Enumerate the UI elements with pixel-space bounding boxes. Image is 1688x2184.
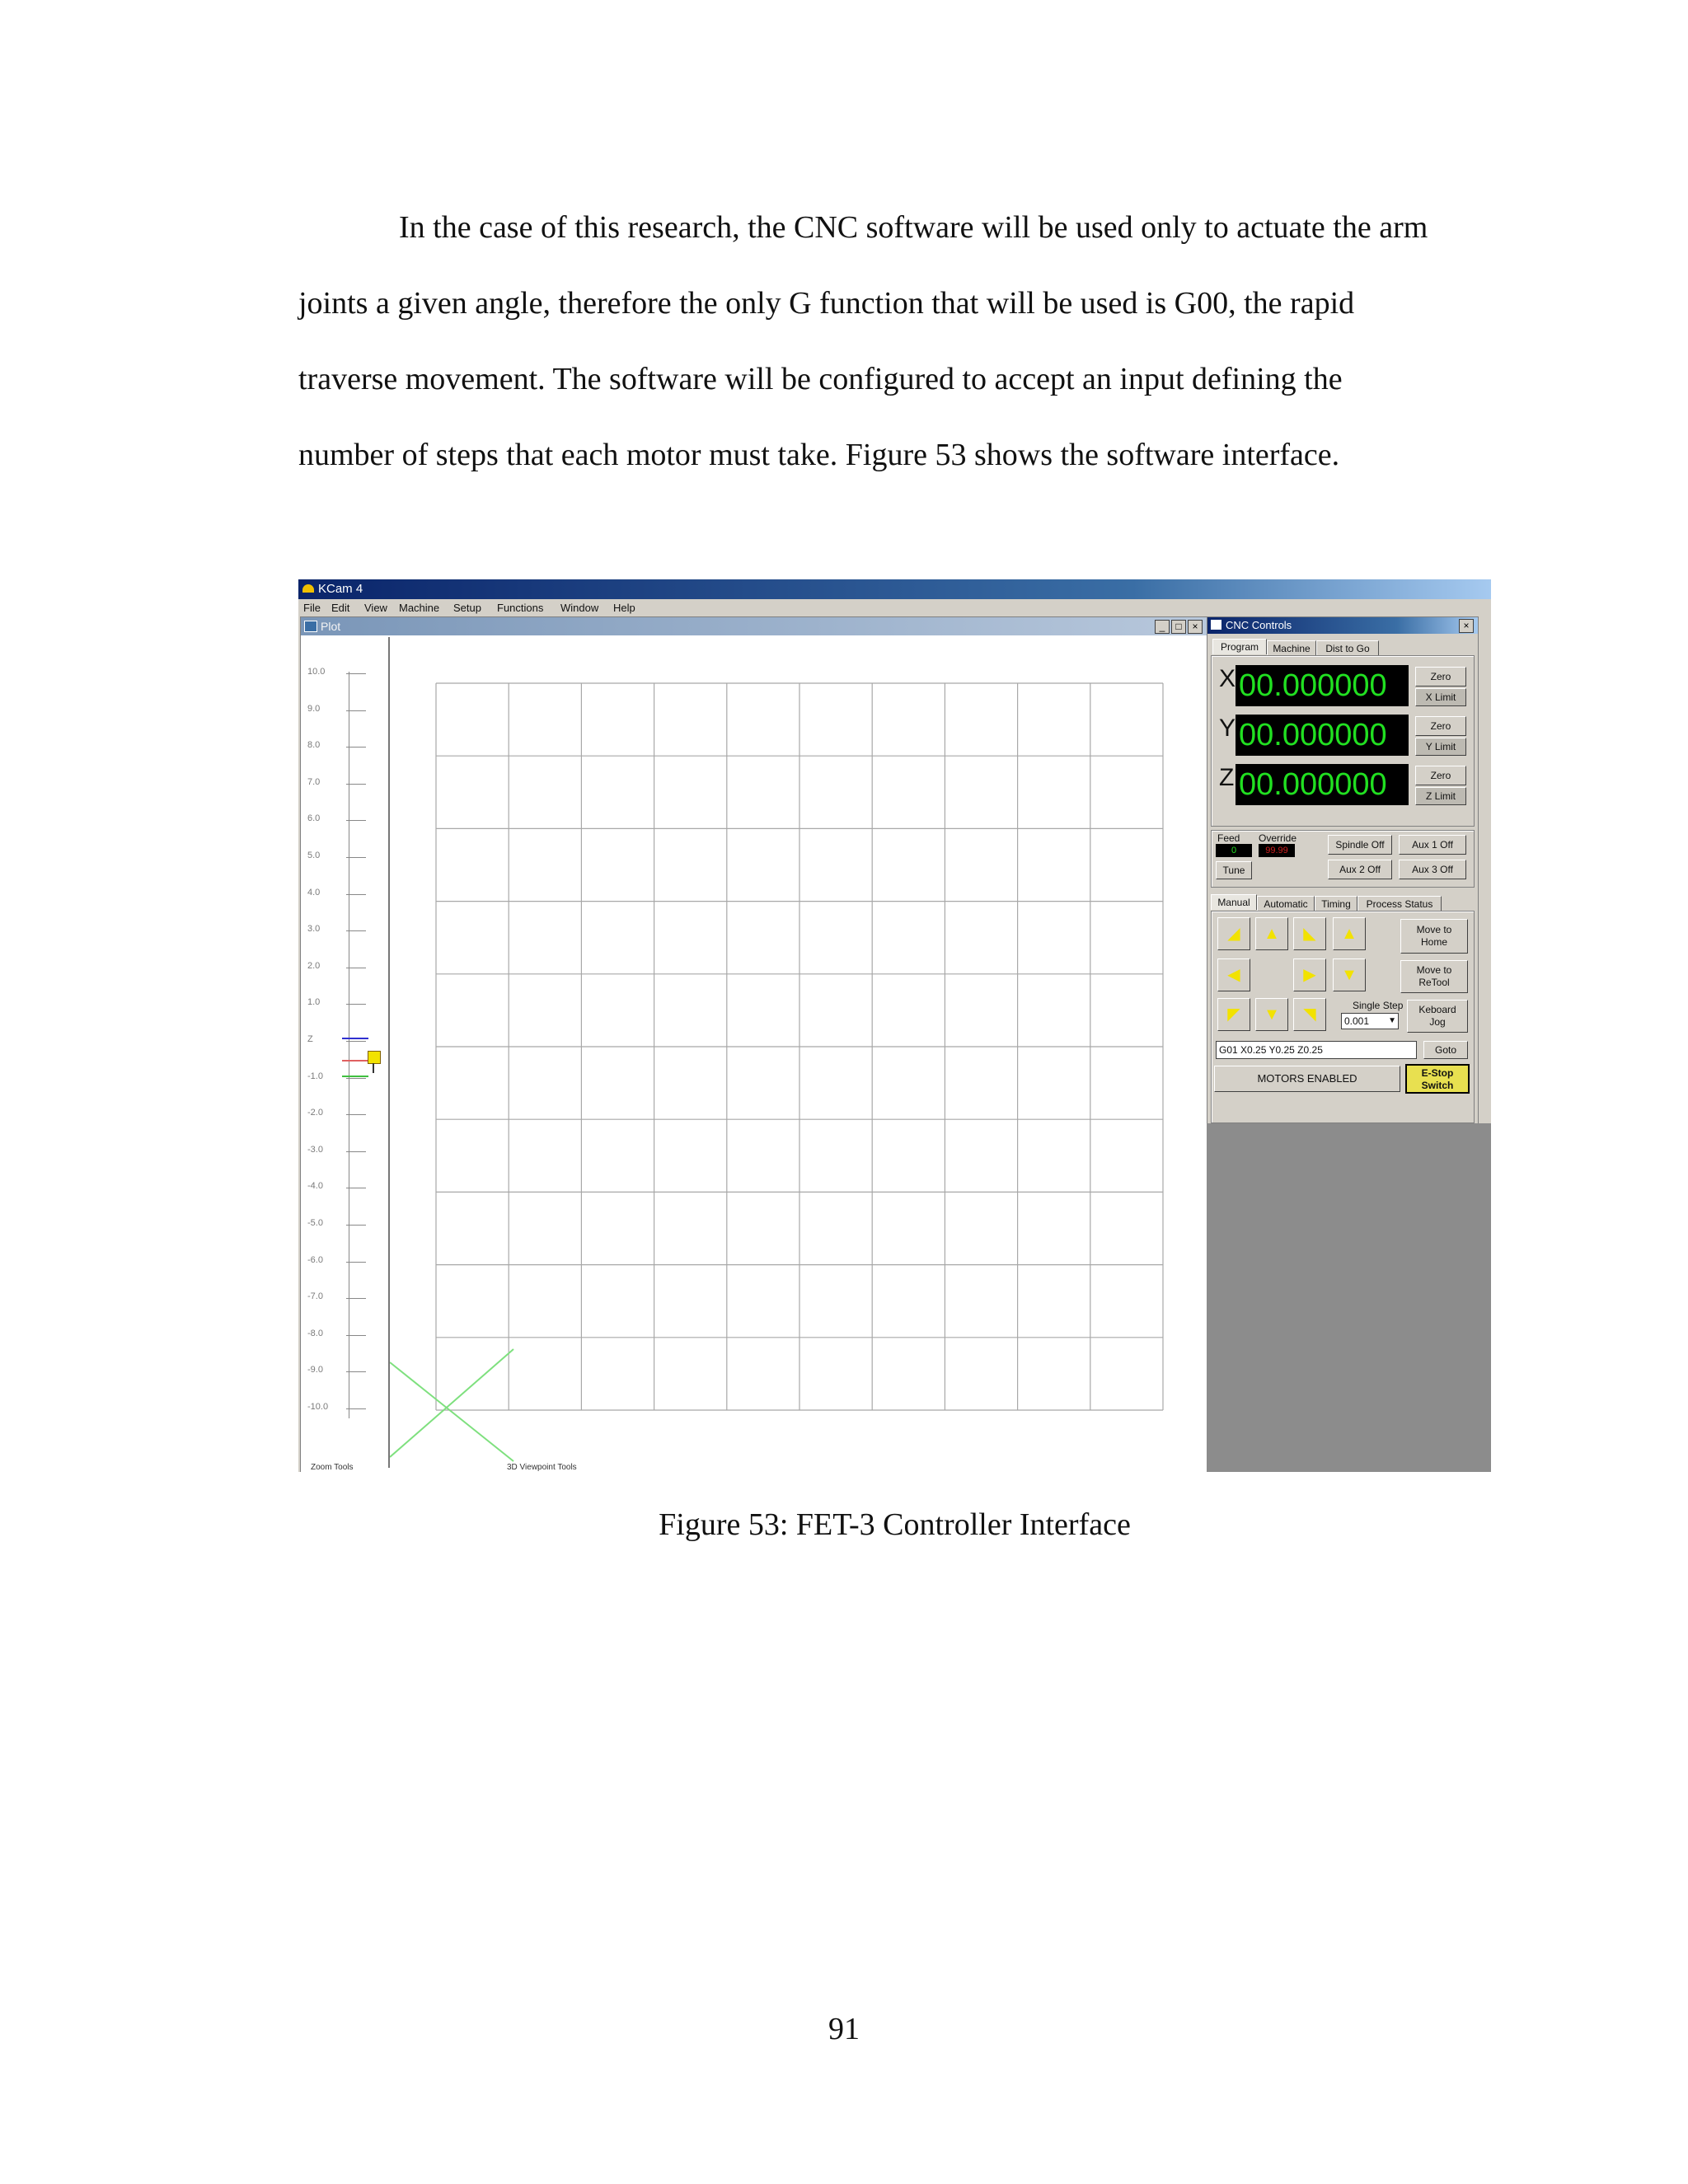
single-step-label: Single Step xyxy=(1353,1000,1404,1011)
jog-z-down-button[interactable]: ▼ xyxy=(1333,958,1366,991)
plot-window xyxy=(300,616,1208,1472)
app-title: KCam 4 xyxy=(318,582,363,596)
jog-z-up-button[interactable]: ▲ xyxy=(1333,917,1366,950)
zero-y-button[interactable]: Zero xyxy=(1415,716,1466,736)
ruler-tick xyxy=(346,820,366,821)
menu-bar xyxy=(298,599,1491,616)
figure-caption: Figure 53: FET-3 Controller Interface xyxy=(659,1507,1131,1542)
green-path-line xyxy=(390,1362,513,1461)
ruler-label: 8.0 xyxy=(307,740,321,751)
ruler-label: 3.0 xyxy=(307,924,321,935)
x-position-readout: 00.000000 xyxy=(1236,665,1409,706)
minimize-button[interactable]: _ xyxy=(1155,620,1170,634)
paragraph-line: joints a given angle, therefore the only G function that will be used is G00, the rapid xyxy=(298,286,1355,321)
ruler-tick xyxy=(346,1041,366,1042)
move-to-retool-button[interactable] xyxy=(1400,960,1468,993)
ruler-tick xyxy=(346,1151,366,1152)
tab-automatic[interactable]: Automatic xyxy=(1257,896,1315,912)
kcam-screenshot xyxy=(298,579,1491,1472)
cnc-title: CNC Controls xyxy=(1226,619,1292,631)
ruler-label: 1.0 xyxy=(307,997,321,1008)
jog-up-left-button[interactable]: ◢ xyxy=(1217,917,1250,950)
tab-manual[interactable]: Manual xyxy=(1211,894,1257,910)
tab-dist-to-go[interactable]: Dist to Go xyxy=(1316,640,1379,656)
ruler-label: -6.0 xyxy=(307,1254,323,1265)
ruler-label: 4.0 xyxy=(307,887,321,898)
ruler-label: 6.0 xyxy=(307,813,321,824)
keyboard-jog-line2: Jog xyxy=(1429,1016,1446,1028)
kcam-logo-icon xyxy=(302,584,314,593)
ruler-tick xyxy=(346,673,366,674)
move-retool-line1: Move to xyxy=(1416,964,1452,976)
x-axis-label: X xyxy=(1219,665,1236,692)
ruler-label: -4.0 xyxy=(307,1181,323,1192)
body-paragraph xyxy=(298,190,1493,493)
y-limit-indicator: Y Limit xyxy=(1415,738,1466,756)
ruler-label: Z xyxy=(307,1034,313,1044)
zoom-tools-tab[interactable]: Zoom Tools xyxy=(311,1463,354,1472)
ruler-label: -9.0 xyxy=(307,1365,323,1376)
move-home-line2: Home xyxy=(1420,936,1447,948)
cnc-window-icon xyxy=(1211,620,1221,630)
step-size-select[interactable] xyxy=(1341,1013,1399,1029)
jog-up-button[interactable]: ▲ xyxy=(1255,917,1288,950)
ruler-label: -1.0 xyxy=(307,1071,323,1081)
cnc-close-button[interactable]: × xyxy=(1459,619,1474,633)
jog-right-button[interactable]: ▶ xyxy=(1293,958,1326,991)
ruler-label: -2.0 xyxy=(307,1108,323,1118)
motors-status: MOTORS ENABLED xyxy=(1214,1066,1400,1092)
z-axis-label: Z xyxy=(1219,764,1235,791)
ruler-tick xyxy=(346,1335,366,1336)
ruler-tick xyxy=(346,784,366,785)
tab-machine[interactable]: Machine xyxy=(1267,640,1316,656)
estop-line2: Switch xyxy=(1421,1080,1454,1091)
override-readout: 99.99 xyxy=(1259,844,1295,857)
paragraph-line: number of steps that each motor must take. Figure 53 shows the software interface. xyxy=(298,438,1340,472)
tab-process-status[interactable]: Process Status xyxy=(1357,896,1442,912)
tune-button[interactable]: Tune xyxy=(1216,861,1252,879)
viewpoint-tools-tab[interactable]: 3D Viewpoint Tools xyxy=(507,1463,577,1472)
ruler-label: 10.0 xyxy=(307,667,326,677)
jog-left-button[interactable]: ◀ xyxy=(1217,958,1250,991)
ruler-tick xyxy=(346,747,366,748)
gcode-input[interactable]: G01 X0.25 Y0.25 Z0.25 xyxy=(1216,1041,1417,1059)
move-to-home-button[interactable] xyxy=(1400,919,1468,954)
ruler-tick xyxy=(346,857,366,858)
paragraph-line: In the case of this research, the CNC software will be used only to actuate the arm xyxy=(399,210,1428,245)
ruler-label: 7.0 xyxy=(307,776,321,787)
plot-window-icon xyxy=(304,621,317,632)
move-home-line1: Move to xyxy=(1416,924,1452,935)
ruler-tick xyxy=(346,1004,366,1005)
menu-help[interactable]: Help xyxy=(613,602,635,614)
ruler-tick xyxy=(346,1225,366,1226)
goto-button[interactable]: Goto xyxy=(1423,1041,1468,1059)
tab-timing[interactable]: Timing xyxy=(1315,896,1357,912)
page-number: 91 xyxy=(828,2012,860,2046)
y-axis-indicator xyxy=(342,1060,368,1062)
jog-down-left-button[interactable]: ◤ xyxy=(1217,998,1250,1031)
feed-readout: 0 xyxy=(1216,844,1252,857)
app-titlebar xyxy=(298,579,1491,599)
step-size-value: 0.001 xyxy=(1344,1015,1370,1027)
ruler-label: -5.0 xyxy=(307,1218,323,1228)
menu-setup[interactable]: Setup xyxy=(453,602,481,614)
plot-grid xyxy=(390,637,1206,1469)
maximize-button[interactable]: □ xyxy=(1171,620,1186,634)
estop-switch-button[interactable] xyxy=(1405,1064,1470,1094)
menu-window[interactable]: Window xyxy=(560,602,599,614)
ruler-tick xyxy=(346,1262,366,1263)
jog-down-right-button[interactable]: ◥ xyxy=(1293,998,1326,1031)
ruler-tick xyxy=(346,1298,366,1299)
tab-program[interactable]: Program xyxy=(1212,639,1267,654)
x-limit-indicator: X Limit xyxy=(1415,688,1466,706)
ruler-label: -3.0 xyxy=(307,1144,323,1155)
ruler-tick xyxy=(346,1371,366,1372)
ruler-label: -10.0 xyxy=(307,1402,329,1412)
keyboard-jog-line1: Keboard xyxy=(1418,1004,1456,1015)
menu-edit[interactable]: Edit xyxy=(331,602,350,614)
cnc-titlebar xyxy=(1207,617,1478,634)
aux1-off-button[interactable]: Aux 1 Off xyxy=(1399,835,1466,855)
menu-functions[interactable]: Functions xyxy=(497,602,544,614)
ruler-tick xyxy=(346,930,366,931)
ruler-label: -7.0 xyxy=(307,1291,323,1302)
keyboard-jog-button[interactable] xyxy=(1407,1000,1468,1033)
aux2-off-button[interactable]: Aux 2 Off xyxy=(1328,860,1392,879)
zero-x-button[interactable]: Zero xyxy=(1415,667,1466,687)
move-retool-line2: ReTool xyxy=(1418,977,1450,988)
feed-label: Feed xyxy=(1217,832,1240,844)
ruler-tick xyxy=(346,1114,366,1115)
estop-line1: E-Stop xyxy=(1421,1067,1454,1079)
jog-up-right-button[interactable]: ◣ xyxy=(1293,917,1326,950)
tool-pin-icon xyxy=(373,1063,374,1073)
plot-title: Plot xyxy=(321,620,341,633)
y-axis-label: Y xyxy=(1219,715,1236,742)
spindle-off-button[interactable]: Spindle Off xyxy=(1328,835,1392,855)
ruler-label: 5.0 xyxy=(307,851,321,860)
tool-position-icon[interactable] xyxy=(368,1051,381,1064)
z-limit-indicator: Z Limit xyxy=(1415,787,1466,805)
override-label: Override xyxy=(1259,832,1297,844)
z-position-readout: 00.000000 xyxy=(1236,764,1409,805)
cnc-controls-window xyxy=(1207,616,1479,1125)
ruler-label: 2.0 xyxy=(307,960,321,971)
workspace-background xyxy=(1207,1123,1491,1472)
plot-bottom-tabs xyxy=(301,1463,1207,1472)
ruler-tick xyxy=(346,710,366,711)
green-path-line xyxy=(390,1349,513,1457)
ruler-label: -8.0 xyxy=(307,1328,323,1338)
y-position-readout: 00.000000 xyxy=(1236,715,1409,756)
menu-view[interactable]: View xyxy=(364,602,387,614)
plot-titlebar xyxy=(301,617,1207,635)
ruler-tick xyxy=(346,894,366,895)
close-button[interactable]: × xyxy=(1188,620,1203,634)
aux3-off-button[interactable]: Aux 3 Off xyxy=(1399,860,1466,879)
ruler-label: 9.0 xyxy=(307,703,321,714)
menu-file[interactable]: File xyxy=(303,602,321,614)
chevron-down-icon: ▼ xyxy=(1388,1016,1396,1025)
ruler-tick xyxy=(346,1408,366,1409)
ruler-tick xyxy=(346,1078,366,1079)
jog-down-button[interactable]: ▼ xyxy=(1255,998,1288,1031)
paragraph-line: traverse movement. The software will be configured to accept an input defining the xyxy=(298,362,1343,396)
x-axis-indicator xyxy=(342,1038,368,1039)
zero-z-button[interactable]: Zero xyxy=(1415,766,1466,785)
menu-machine[interactable]: Machine xyxy=(399,602,440,614)
z-axis-indicator xyxy=(342,1076,368,1077)
